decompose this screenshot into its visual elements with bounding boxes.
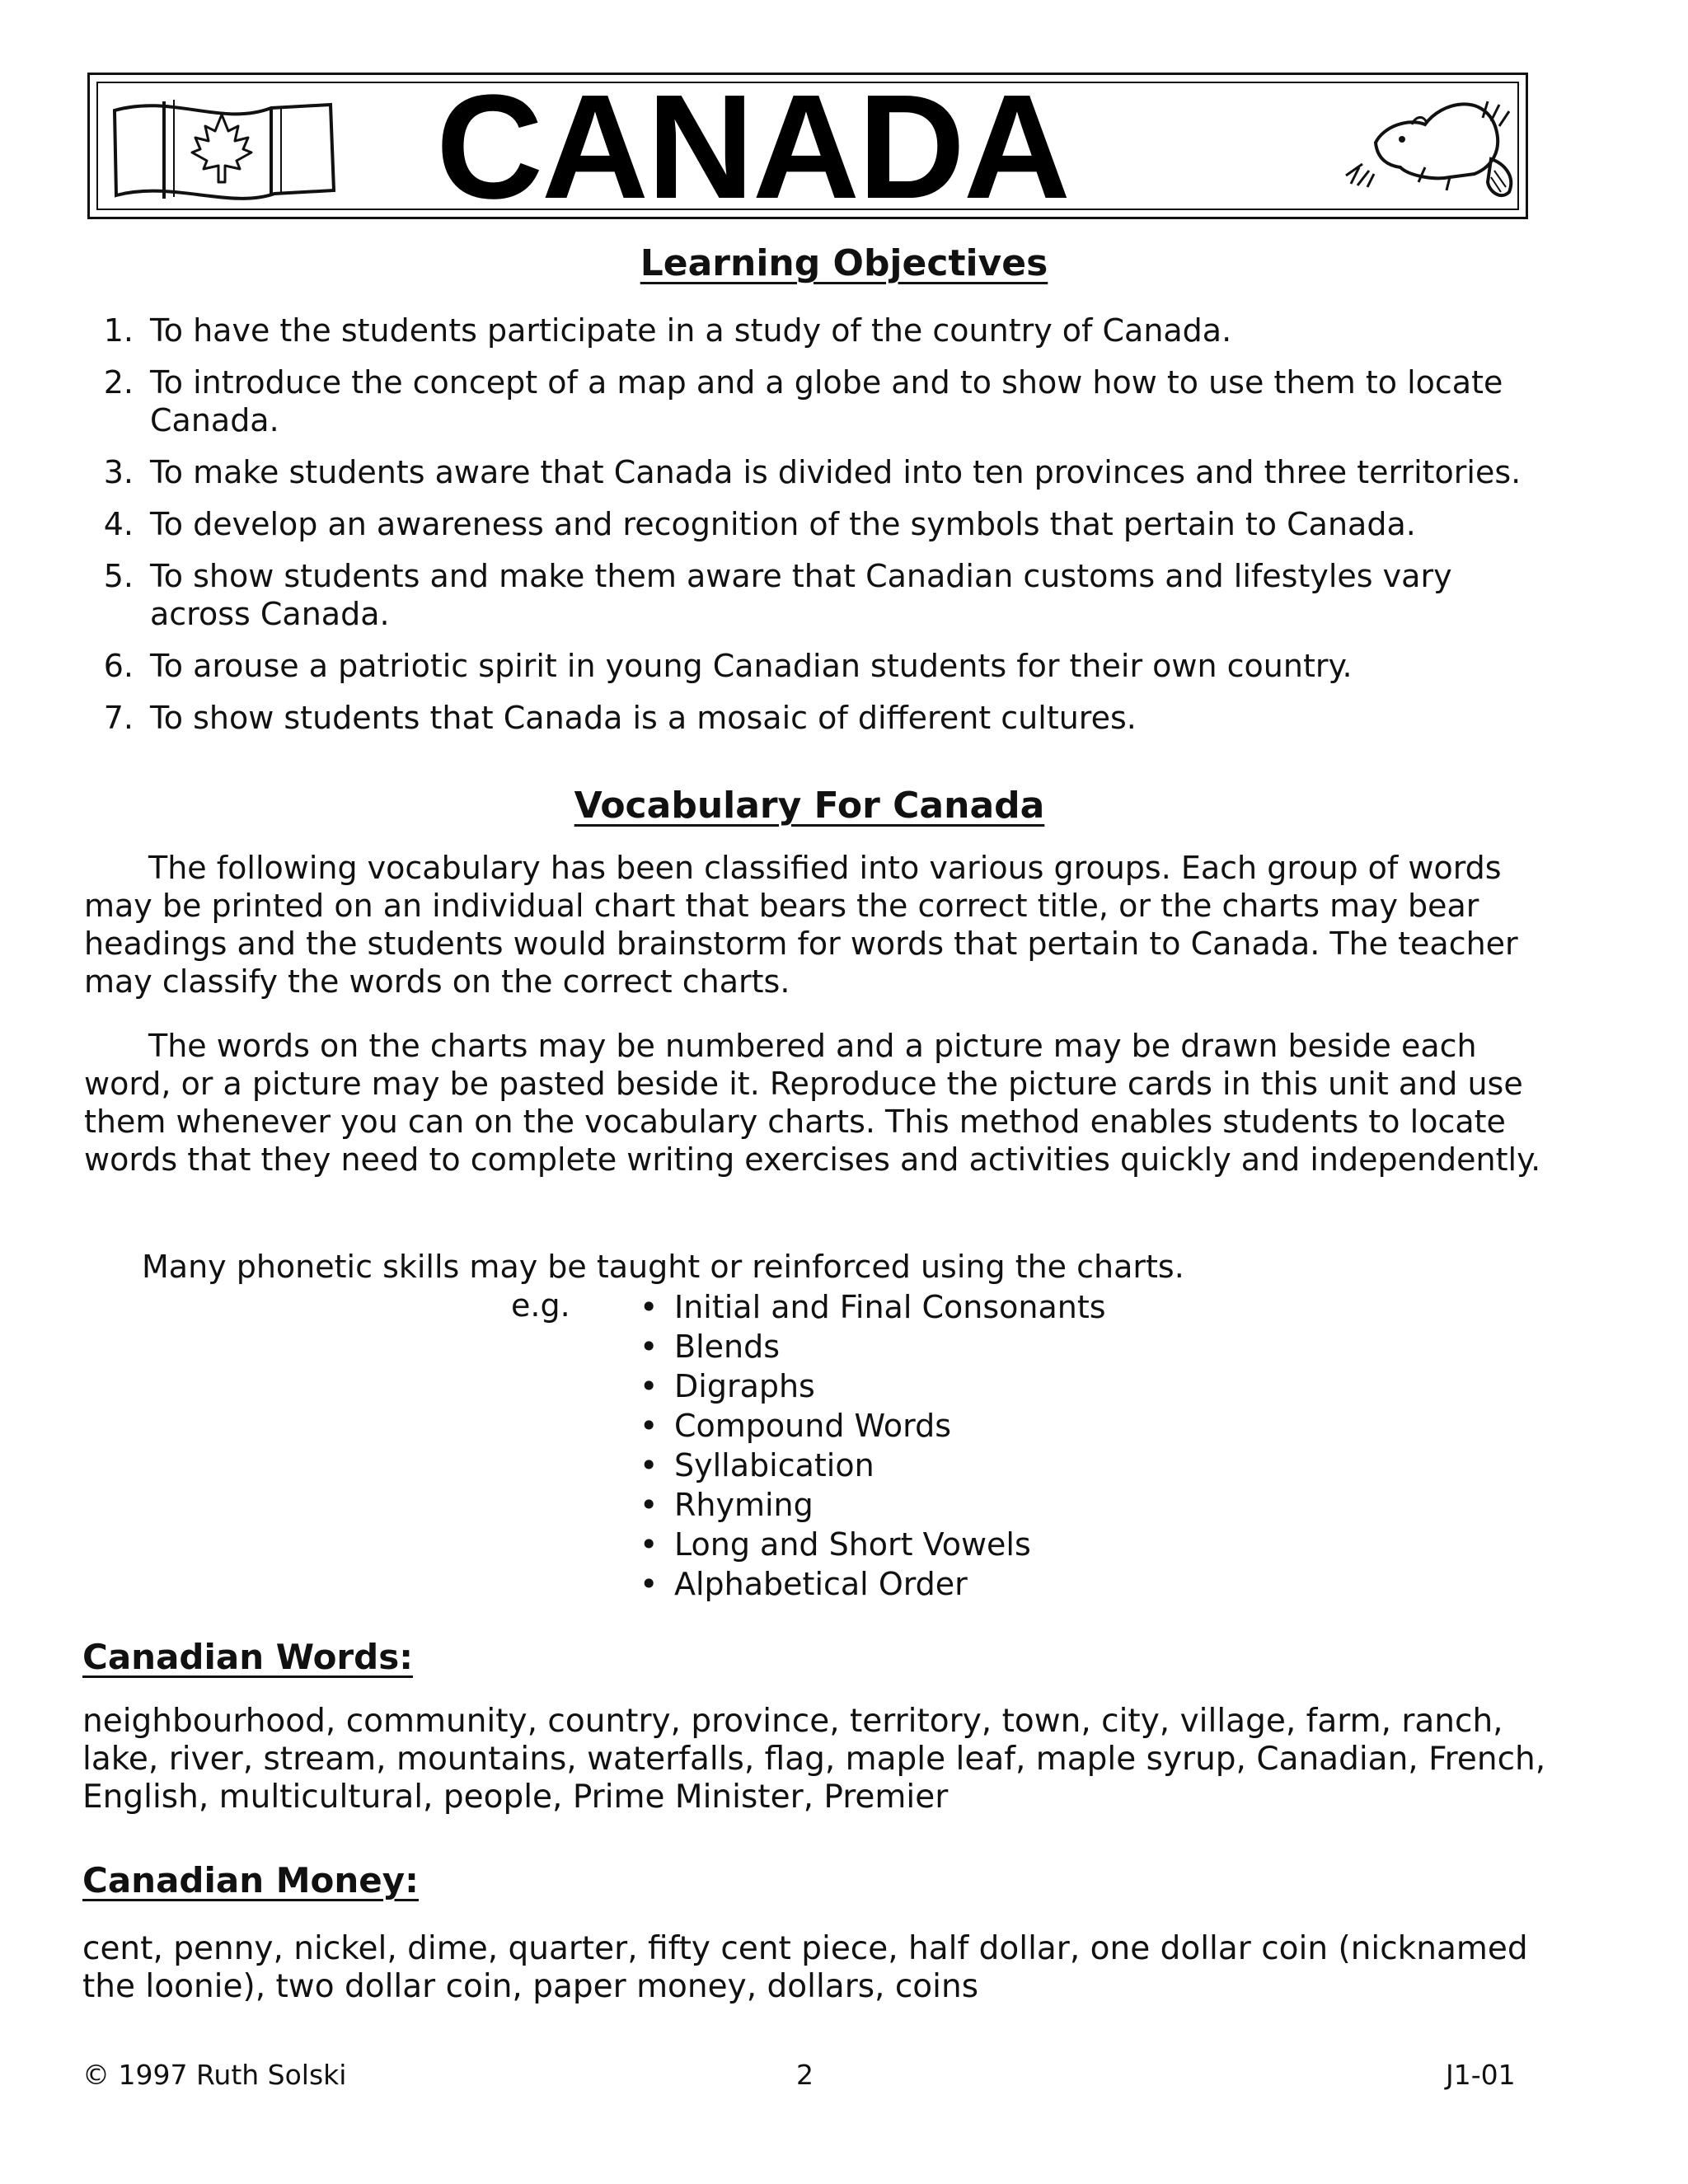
bullet-icon: • (640, 1526, 659, 1563)
list-item (635, 1406, 1106, 1446)
list-item-text: Compound Words (674, 1408, 952, 1444)
list-item-text: Blends (674, 1329, 781, 1365)
list-item (635, 1564, 1106, 1604)
phonetic-skills-list (635, 1287, 1106, 1604)
list-item-number: 4. (103, 506, 134, 542)
list-item-text: Syllabication (674, 1447, 874, 1483)
list-item-number: 6. (103, 648, 134, 684)
canadian-money-text: cent, penny, nickel, dime, quarter, fifty cent piece, half dollar, one dollar coin (nicknamed the loonie), two dollar coin, paper money, dollars, coins (82, 1930, 1528, 2005)
banner-title: CANADA (436, 64, 1069, 230)
list-item-text: Rhyming (674, 1487, 814, 1523)
list-item (82, 453, 1550, 491)
bullet-icon: • (640, 1329, 659, 1365)
list-item (82, 505, 1550, 543)
list-item-text: Long and Short Vowels (674, 1526, 1031, 1563)
list-item (82, 363, 1550, 439)
list-item-text: To make students aware that Canada is divided into ten provinces and three territories. (150, 454, 1522, 490)
bullet-icon: • (640, 1408, 659, 1444)
list-item (635, 1525, 1106, 1564)
beaver-icon (1326, 85, 1524, 209)
list-item (82, 647, 1550, 685)
canada-flag-icon (106, 90, 354, 205)
bullet-icon: • (640, 1566, 659, 1602)
canadian-money-heading: Canadian Money: (82, 1860, 419, 1900)
bullet-icon: • (640, 1368, 659, 1404)
bullet-icon: • (640, 1447, 659, 1483)
vocabulary-paragraph-3: Many phonetic skills may be taught or reinforced using the charts. (142, 1249, 1184, 1285)
list-item-number: 7. (103, 700, 134, 736)
footer-copyright: © 1997 Ruth Solski (82, 2059, 347, 2091)
list-item-number: 1. (103, 312, 134, 349)
vocabulary-paragraph-1: The following vocabulary has been classified into various groups. Each group of words may be printed on an individual chart that bears the correct title, or the charts may bear headings and the students would brainstorm for words that pertain to Canada. The teacher may classify the words on the correct charts. (84, 850, 1518, 1000)
list-item-text: To have the students participate in a study of the country of Canada. (150, 312, 1232, 349)
list-item-text: Initial and Final Consonants (674, 1289, 1106, 1325)
bullet-icon: • (640, 1289, 659, 1325)
list-item (635, 1327, 1106, 1366)
list-item-text: To develop an awareness and recognition of the symbols that pertain to Canada. (150, 506, 1416, 542)
title-banner (87, 64, 1528, 230)
list-item (635, 1287, 1106, 1327)
list-item-text: To show students and make them aware that Canadian customs and lifestyles vary across Canada. (150, 558, 1452, 632)
example-label: e.g. (511, 1287, 570, 1324)
list-item (82, 557, 1550, 633)
list-item-text: To arouse a patriotic spirit in young Canadian students for their own country. (150, 648, 1353, 684)
list-item-number: 5. (103, 558, 134, 594)
list-item-text: To introduce the concept of a map and a globe and to show how to use them to locate Canada. (150, 364, 1503, 438)
canadian-words-text: neighbourhood, community, country, province, territory, town, city, village, farm, ranch, lake, river, stream, mountains, waterfalls, flag, maple leaf, maple syrup, Canadian, French, English, multicultural, people, Prime Minister, Premier (82, 1703, 1546, 1816)
list-item-text: Alphabetical Order (674, 1566, 968, 1602)
list-item-number: 3. (103, 454, 134, 490)
vocabulary-paragraph-2: The words on the charts may be numbered and a picture may be drawn beside each word, or a picture may be pasted beside it. Reproduce the picture cards in this unit and use them whenever you can on the vocabulary charts. This method enables students to locate words that they need to complete writing exercises and activities quickly and independently. (84, 1028, 1541, 1178)
list-item (82, 312, 1550, 349)
list-item (635, 1446, 1106, 1485)
list-item (635, 1485, 1106, 1525)
list-item-text: To show students that Canada is a mosaic of different cultures. (150, 700, 1137, 736)
objectives-list (82, 312, 1550, 751)
footer-code: J1-01 (1446, 2059, 1516, 2091)
vocabulary-heading: Vocabulary For Canada (574, 785, 1045, 827)
list-item (82, 699, 1550, 737)
learning-objectives-heading: Learning Objectives (640, 242, 1048, 284)
list-item-number: 2. (103, 364, 134, 401)
bullet-icon: • (640, 1487, 659, 1523)
list-item-text: Digraphs (674, 1368, 815, 1404)
footer-page-number: 2 (796, 2059, 814, 2091)
list-item (635, 1366, 1106, 1406)
canadian-words-heading: Canadian Words: (82, 1637, 413, 1677)
